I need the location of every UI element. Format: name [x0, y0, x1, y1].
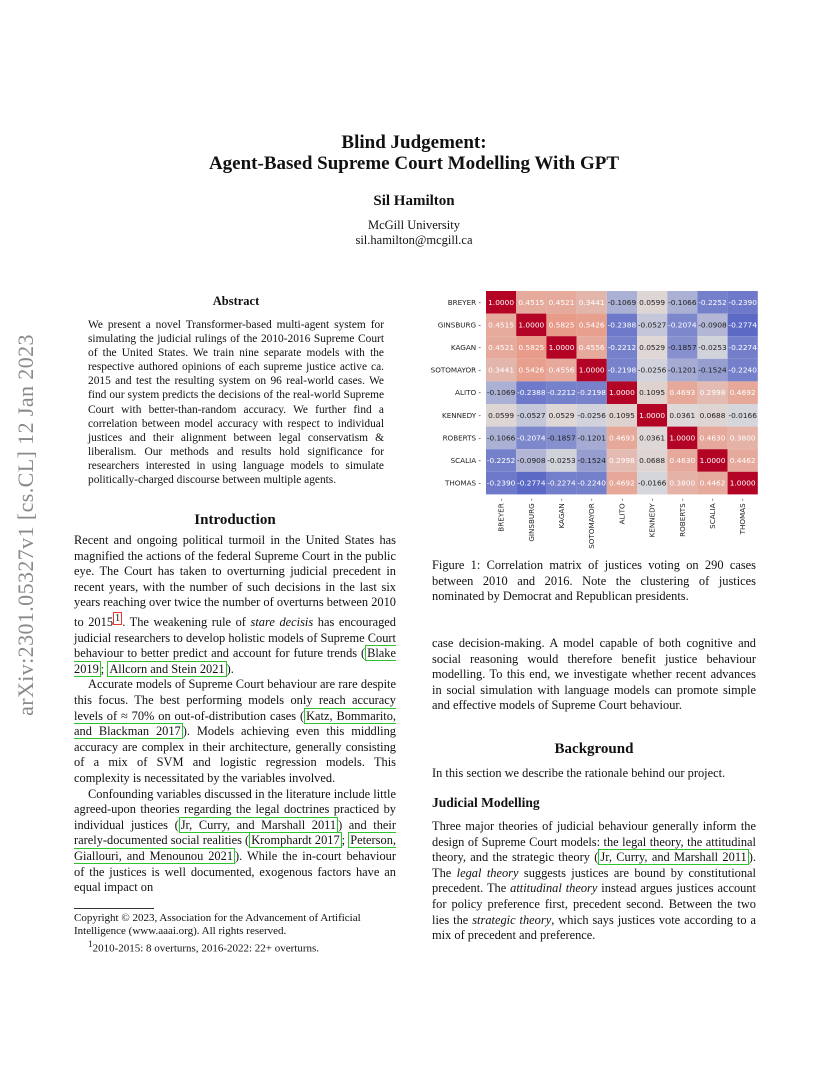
heatmap-value-label: 0.0599 [488, 410, 515, 420]
heatmap-value-label: -0.2274 [547, 478, 576, 488]
citation-link[interactable]: Katz, Bommarito, and Blackman 2017 [74, 708, 396, 739]
jm-text: instead argues justices account for policy preference first, precedent second. Between the two lies the [432, 881, 756, 927]
heatmap-value-label: -0.2074 [668, 320, 697, 330]
heatmap-value-label: 1.0000 [488, 297, 515, 307]
heatmap-value-label: -0.1069 [607, 297, 637, 307]
heatmap-value-label: -0.0256 [637, 365, 667, 375]
heatmap-value-label: 0.3441 [578, 297, 605, 307]
jm-text: Three major theories of judicial behaviour generally inform the design of Supreme Court models: the legal theory, the attitudinal theory, and the strategic theory ( [432, 819, 756, 865]
heatmap-value-label: -0.2212 [547, 388, 576, 398]
footnote-link[interactable]: 1 [115, 612, 121, 624]
figure-caption: Figure 1: Correlation matrix of justices voting on 290 cases between 2010 and 2016. Note the clustering of justices nominated by Democrat and Republican presidents. [432, 558, 756, 604]
heatmap-value-label: -0.1201 [577, 433, 606, 443]
heatmap-value-label: -0.0527 [517, 410, 546, 420]
heatmap-value-label: 0.1095 [639, 388, 666, 398]
heatmap-value-label: 0.4521 [488, 343, 515, 352]
heatmap-value-label: 0.0361 [669, 410, 696, 420]
heatmap-value-label: 0.4521 [548, 297, 575, 307]
heatmap-col-label: ALITO - [617, 498, 627, 525]
copyright-notice: Copyright © 2023, Association for the Advancement of Artificial Intelligence (www.aaai.org). All rights reserved. [74, 912, 361, 937]
jm-emphasis: strategic theory [472, 912, 552, 927]
heatmap-row-label: ROBERTS - [442, 433, 481, 443]
footnote-rule [74, 908, 154, 909]
heatmap-value-label: 0.0529 [639, 343, 666, 352]
intro-text: ). While the in-court behaviour of the justices is well documented, exogenous factors have an equal impact on [74, 849, 396, 895]
footer-block [74, 912, 396, 956]
heatmap-value-label: -0.2274 [728, 343, 757, 352]
author-email: sil.hamilton@mcgill.ca [355, 233, 473, 247]
heatmap-value-label: 0.5825 [548, 320, 575, 330]
heatmap-value-label: -0.1857 [547, 433, 576, 443]
background-text: In this section we describe the rationale behind our project. [432, 766, 726, 780]
heatmap-value-label: 1.0000 [518, 320, 545, 330]
heatmap-value-label: -0.2240 [577, 478, 606, 488]
intro-paragraph-1 [74, 533, 396, 677]
intro-text: ). Models achieving even this middling accuracy are complex in their architecture, generally consisting of a mix of SVM and logistic regression models. This complexity is necessitated by the variables involved. [74, 724, 396, 786]
heatmap-value-label: 0.5426 [518, 365, 545, 375]
right-paragraph-1: case decision-making. A model capable of both cognitive and social reasoning would therefore benefit justice behaviour modelling. To this end, we investigate whether recent advances in social simulation with language models can promote simple and effective models of Supreme Court behaviour. [432, 636, 756, 713]
heatmap-value-label: 0.0688 [699, 410, 726, 420]
heatmap-value-label: 1.0000 [548, 343, 575, 352]
heatmap-col-label: KAGAN - [557, 498, 566, 529]
heatmap-value-label: -0.2388 [607, 320, 637, 330]
heatmap-row-label: THOMAS - [444, 478, 481, 488]
heatmap-value-label: -0.2074 [517, 433, 546, 443]
heatmap-value-label: 1.0000 [608, 388, 635, 398]
heatmap-value-label: -0.2252 [698, 297, 727, 307]
intro-text: has encouraged judicial researchers to develop holistic models of Supreme Court behaviour to better predict and account for future trends ( [74, 615, 396, 661]
heatmap-value-label: 0.4692 [608, 478, 635, 488]
heatmap-value-label: -0.2774 [517, 478, 546, 488]
heatmap-row-label: ALITO - [455, 388, 481, 398]
heatmap-value-label: 0.4515 [488, 320, 515, 330]
intro-text: ; [341, 833, 349, 848]
heatmap-value-label: 1.0000 [669, 433, 696, 443]
title-line-1: Blind Judgement: [341, 132, 487, 153]
heatmap-value-label: -0.2198 [607, 365, 637, 375]
author-name: Sil Hamilton [373, 193, 455, 209]
heatmap-col-label: THOMAS - [738, 498, 748, 535]
heatmap-value-label: 0.1095 [608, 410, 635, 420]
jm-text: , which says justices vote according to a mix of precedent and preference. [432, 912, 756, 943]
abstract-heading: Abstract [212, 294, 260, 308]
intro-text: ; [100, 661, 108, 676]
heatmap-value-label: 0.5825 [518, 343, 545, 352]
citation-link[interactable]: Allcorn and Stein 2021 [109, 661, 225, 676]
intro-text: ). [226, 661, 234, 676]
heatmap-value-label: 1.0000 [639, 410, 666, 420]
heatmap-value-label: -0.1524 [698, 365, 727, 375]
jm-text: suggests justices are bound by constitutional precedent. The [432, 865, 756, 896]
heatmap-value-label: -0.1066 [668, 297, 697, 307]
heatmap-value-label: -0.0253 [698, 343, 727, 352]
heatmap-value-label: 1.0000 [699, 456, 726, 465]
judicial-modelling-heading: Judicial Modelling [432, 795, 540, 810]
heatmap-col-label: ROBERTS - [677, 498, 687, 537]
heatmap-value-label: -0.0256 [577, 410, 606, 420]
heatmap-value-label: -0.0253 [547, 456, 576, 465]
heatmap-col-label: SCALIA - [708, 498, 717, 529]
heatmap-value-label: 0.4630 [699, 433, 726, 443]
heatmap-value-label: -0.2240 [728, 365, 757, 375]
intro-text: Accurate models of Supreme Court behaviour are rare despite this focus. The best performing models only reach accuracy levels of ≈ 70% on out-of-distribution cases ( [74, 677, 396, 723]
heatmap-value-label: -0.2390 [728, 297, 757, 307]
intro-heading: Introduction [194, 512, 276, 528]
intro-text: Recent and ongoing political turmoil in the United States has magnified the actions of the federal Supreme Court in the public eye. The Court has taken to overturning judicial precedent in recent years, with the number of such decisions in the last six years reaching over twice the number of overturns between 2010 to 2015 [74, 533, 396, 630]
heatmap-value-label: 0.4515 [518, 297, 545, 307]
citation-link[interactable]: Kromphardt 2017 [251, 833, 340, 848]
heatmap-value-label: 0.4462 [729, 456, 756, 465]
heatmap-value-label: -0.1857 [668, 343, 697, 352]
heatmap-value-label: 0.4462 [699, 478, 726, 488]
heatmap-value-label: -0.0908 [517, 456, 546, 465]
intro-text: Confounding variables discussed in the literature include little agreed-upon theories regarding the legal doctrines practiced by individual justices ( [74, 786, 396, 832]
heatmap-row-label: KENNEDY - [442, 410, 481, 420]
footnote-text: 2010-2015: 8 overturns, 2016-2022: 22+ overturns. [92, 942, 320, 955]
abstract-text: We present a novel Transformer-based multi-agent system for simulating the judicial rulings of the 2010-2016 Supreme Court of the United States. We train nine separate models with the respective authored opinions of each supreme justice active ca. 2015 and test the resulting system on 96 real-world cases. We find our system predicts the decisions of the real-world Supreme Court with better-than-random accuracy. We further find a correlation between model accuracy with respect to individual justices and their alignment between legal conservatism & liberalism. Our methods and results hold significance for researchers interested in using language models to simulate politically-charged discourse between multiple agents. [88, 319, 384, 487]
heatmap-value-label: 0.0599 [639, 297, 666, 307]
jm-emphasis: legal theory [456, 865, 519, 880]
citation-link[interactable]: Jr, Curry, and Marshall 2011 [180, 817, 337, 832]
heatmap-row-label: GINSBURG - [437, 320, 481, 330]
heatmap-value-label: 0.2998 [608, 456, 635, 465]
heatmap-value-label: 0.3800 [729, 433, 756, 443]
heatmap-value-label: -0.1069 [486, 388, 516, 398]
footnote-mark: 1 [88, 939, 93, 949]
heatmap-value-label: -0.0908 [698, 320, 727, 330]
correlation-heatmap [430, 288, 760, 553]
heatmap-row-label: KAGAN - [450, 343, 481, 352]
heatmap-value-label: -0.2252 [486, 456, 516, 465]
affiliation-block [0, 218, 828, 248]
background-heading: Background [554, 741, 634, 757]
heatmap-value-label: 0.4692 [729, 388, 756, 398]
heatmap-value-label: 0.4556 [578, 343, 605, 352]
heatmap-value-label: -0.2388 [517, 388, 546, 398]
heatmap-col-label: GINSBURG - [526, 498, 536, 542]
heatmap-value-label: -0.1524 [577, 456, 606, 465]
intro-paragraph-2 [74, 677, 396, 786]
intro-text: . The weakening rule of [122, 615, 251, 630]
heatmap-value-label: 0.4693 [669, 388, 696, 398]
paper-title [0, 132, 828, 174]
heatmap-value-label: -0.0166 [728, 410, 757, 420]
heatmap-value-label: 0.0529 [548, 410, 575, 420]
intro-text: ) and their rarely-documented social realities ( [74, 817, 396, 848]
heatmap-value-label: 0.3800 [669, 478, 696, 488]
heatmap-col-label: KENNEDY - [647, 498, 657, 538]
citation-link[interactable]: Blake 2019 [74, 646, 396, 676]
affiliation: McGill University [367, 218, 460, 232]
heatmap-value-label: -0.1066 [486, 433, 516, 443]
heatmap-value-label: -0.2774 [728, 320, 757, 330]
heatmap-value-label: -0.2198 [577, 388, 606, 398]
judicial-modelling-text [432, 819, 756, 944]
heatmap-value-label: -0.0166 [637, 478, 667, 488]
intro-body [74, 533, 396, 896]
heatmap-value-label: 0.3441 [488, 365, 515, 375]
title-line-2: Agent-Based Supreme Court Modelling With GPT [208, 153, 620, 174]
intro-paragraph-3 [74, 787, 396, 896]
heatmap-row-label: BREYER - [447, 297, 481, 307]
heatmap-row-label: SCALIA - [450, 456, 481, 465]
heatmap-row-label: SOTOMAYOR - [430, 365, 481, 375]
heatmap-value-label: 0.4630 [669, 456, 696, 465]
heatmap-value-label: 0.4693 [608, 433, 635, 443]
heatmap-value-label: 1.0000 [578, 365, 605, 375]
heatmap-value-label: -0.2390 [486, 478, 516, 488]
jm-emphasis: attitudinal theory [510, 881, 598, 896]
heatmap-col-label: BREYER - [496, 498, 506, 532]
heatmap-value-label: 0.2998 [699, 388, 726, 398]
heatmap-value-label: 0.5426 [578, 320, 605, 330]
heatmap-value-label: 0.0688 [639, 456, 666, 465]
citation-link[interactable]: Jr, Curry, and Marshall 2011 [600, 850, 747, 865]
heatmap-value-label: -0.2212 [607, 343, 637, 352]
intro-emphasis: stare decisis [250, 615, 314, 630]
heatmap-value-label: 0.0361 [639, 433, 666, 443]
heatmap-value-label: -0.0527 [637, 320, 667, 330]
heatmap-value-label: 1.0000 [729, 478, 756, 488]
heatmap-col-label: SOTOMAYOR - [587, 498, 597, 549]
footnote [74, 938, 396, 956]
citation-link[interactable]: Peterson, Giallouri, and Menounou 2021 [74, 833, 396, 863]
heatmap-value-label: 0.4556 [548, 365, 575, 375]
heatmap-value-label: -0.1201 [668, 365, 697, 375]
jm-text: ). The [432, 850, 756, 880]
arxiv-stamp: arXiv:2301.05327v1 [cs.CL] 12 Jan 2023 [13, 334, 38, 716]
